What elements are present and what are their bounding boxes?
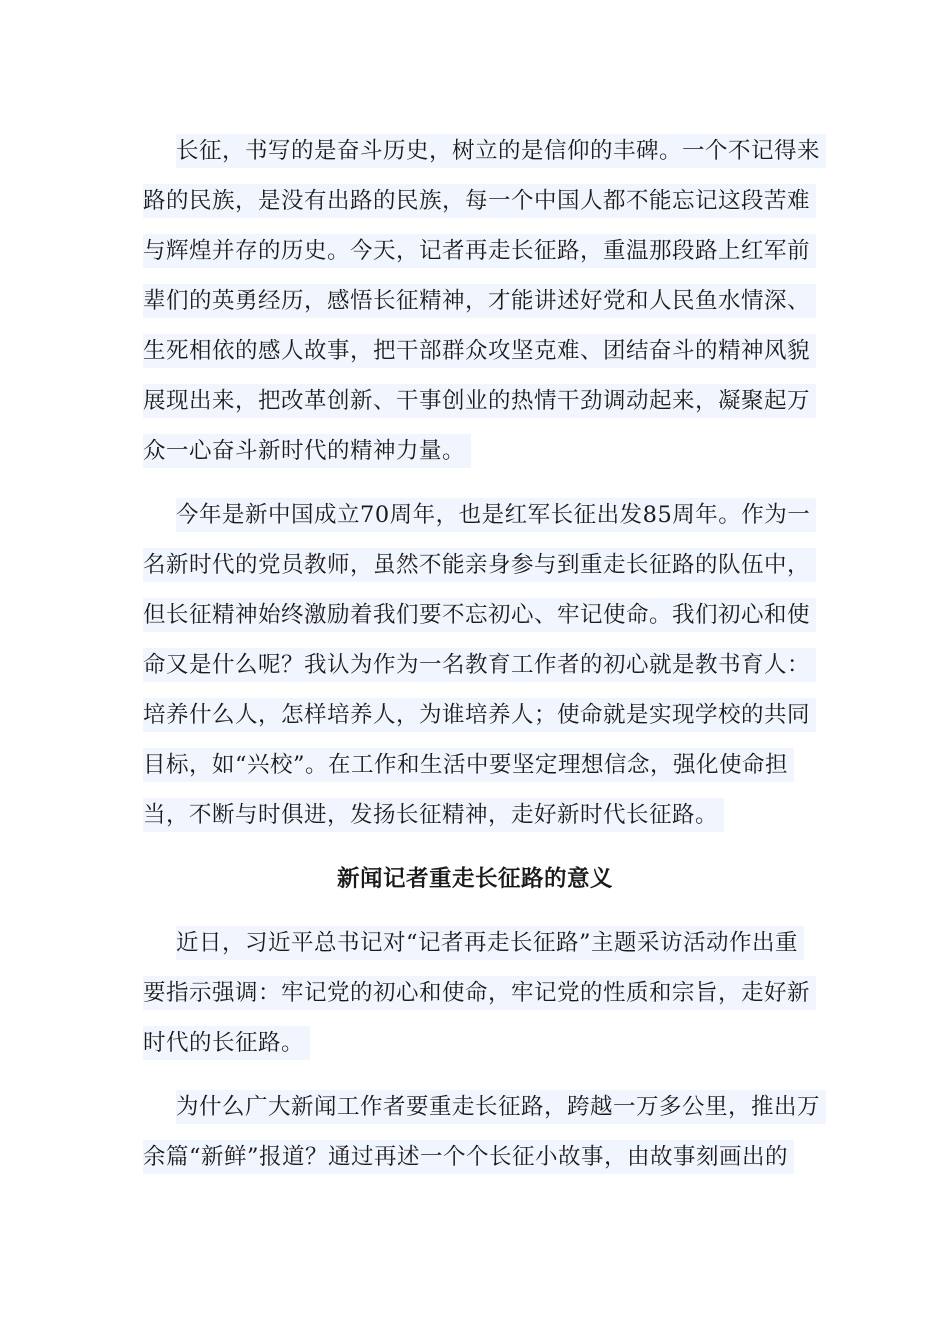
text-line: 名新时代的党员教师，虽然不能亲身参与到重走长征路的队伍中， bbox=[143, 548, 816, 582]
text-line: 余篇“新鲜”报道？通过再述一个个长征小故事，由故事刻画出的 bbox=[143, 1140, 794, 1174]
text-line: 展现出来，把改革创新、干事创业的热情干劲调动起来，凝聚起万 bbox=[143, 384, 816, 418]
text-line: 辈们的英勇经历，感悟长征精神，才能讲述好党和人民鱼水情深、 bbox=[143, 284, 816, 318]
text-line: 长征，书写的是奋斗历史，树立的是信仰的丰碑。一个不记得来 bbox=[176, 134, 826, 168]
text-line: 众一心奋斗新时代的精神力量。 bbox=[143, 434, 471, 468]
text-line: 今年是新中国成立70周年，也是红军长征出发85周年。作为一 bbox=[176, 498, 816, 532]
text-line: 目标，如“兴校”。在工作和生活中要坚定理想信念，强化使命担 bbox=[143, 748, 794, 782]
text-line: 与辉煌并存的历史。今天，记者再走长征路，重温那段路上红军前 bbox=[143, 234, 816, 268]
text-line: 路的民族，是没有出路的民族，每一个中国人都不能忘记这段苦难 bbox=[143, 184, 816, 218]
text-line: 时代的长征路。 bbox=[143, 1026, 310, 1060]
text-line: 为什么广大新闻工作者要重走长征路，跨越一万多公里，推出万 bbox=[176, 1090, 826, 1124]
text-line: 生死相依的感人故事，把干部群众攻坚克难、团结奋斗的精神风貌 bbox=[143, 334, 816, 368]
text-line: 当，不断与时俱进，发扬长征精神，走好新时代长征路。 bbox=[143, 798, 724, 832]
text-line: 但长征精神始终激励着我们要不忘初心、牢记使命。我们初心和使 bbox=[143, 598, 816, 632]
text-line: 命又是什么呢？我认为作为一名教育工作者的初心就是教书育人： bbox=[143, 648, 816, 682]
text-line: 近日，习近平总书记对“记者再走长征路”主题采访活动作出重 bbox=[176, 926, 804, 960]
text-line: 要指示强调：牢记党的初心和使命，牢记党的性质和宗旨，走好新 bbox=[143, 976, 816, 1010]
text-line: 培养什么人，怎样培养人，为谁培养人；使命就是实现学校的共同 bbox=[143, 698, 816, 732]
section-heading: 新闻记者重走长征路的意义 bbox=[336, 866, 613, 892]
